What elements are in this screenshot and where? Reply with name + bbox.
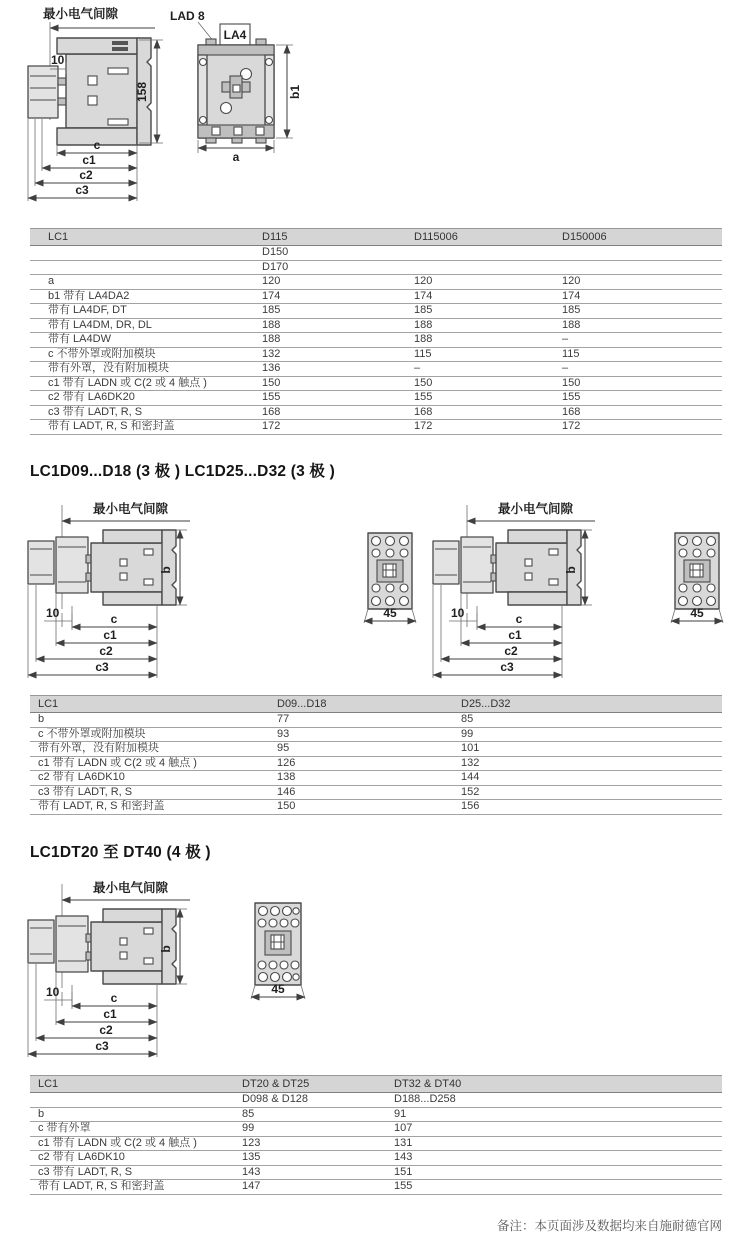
table-cell: c3 带有 LADT, R, S [30,785,273,800]
table-row [30,304,722,319]
table-cell: 115 [410,347,558,362]
table-row [30,333,722,348]
dimensions-table-d09-d32 [30,695,722,815]
4pole-dimension-diagram [0,876,750,1071]
table-cell: 99 [238,1122,390,1137]
table-cell: – [558,362,722,377]
table-cell: 168 [410,405,558,420]
table-cell: 151 [390,1165,722,1180]
column-header: DT20 & DT25 [238,1076,390,1093]
table-row [30,1107,722,1122]
table-cell: 带有 LA4DM, DR, DL [30,318,258,333]
column-header: D150006 [558,229,722,246]
dim-c-label: c [515,612,523,626]
table-cell [410,246,558,261]
table-cell: 99 [457,727,722,742]
dim-c3-label: c3 [95,660,109,674]
section-title-3pole: LC1D09...D18 (3 极 ) LC1D25...D32 (3 极 ) [30,463,335,480]
table-cell: b [30,713,273,728]
table-cell: 132 [457,756,722,771]
table-cell: b [30,1107,238,1122]
dim-c1-label: c1 [103,628,117,642]
table-cell: 150 [258,376,410,391]
table-cell: 185 [558,304,722,319]
dim-b-label: b [159,945,173,953]
table-cell: 带有外罩，没有附加模块 [30,362,258,377]
la4-label: LA4 [223,28,247,42]
dim-c3-label: c3 [500,660,514,674]
table-cell: 带有 LADT, R, S 和密封盖 [30,420,258,435]
table-cell: 188 [258,318,410,333]
table-cell: 185 [410,304,558,319]
table-row [30,289,722,304]
table-cell [30,1093,238,1108]
dim-158-label: 158 [135,81,149,103]
dim-45-label: 45 [383,606,397,620]
table-cell: 135 [238,1151,390,1166]
dim-c3-label: c3 [75,183,89,197]
dim-a-label: a [232,150,240,164]
dim-10-label: 10 [46,606,60,620]
overview-dimension-diagram [0,0,750,222]
table-cell: b1 带有 LA4DA2 [30,289,258,304]
table-cell: 188 [258,333,410,348]
dim-10-label: 10 [451,606,465,620]
table-cell: 146 [273,785,457,800]
table-row [30,1093,722,1108]
table-cell: 85 [238,1107,390,1122]
table-cell: 155 [410,391,558,406]
table-row [30,347,722,362]
column-header: D25...D32 [457,696,722,713]
table-cell: 120 [258,275,410,290]
dim-c2-label: c2 [99,1023,113,1037]
dim-10-label: 10 [46,985,60,999]
table-row [30,800,722,815]
dim-45-label: 45 [271,982,285,996]
table-cell [558,260,722,275]
table-row [30,1122,722,1137]
dim-b1-label: b1 [288,84,302,100]
table-row [30,1180,722,1195]
table-row [30,376,722,391]
table-cell: D188...D258 [390,1093,722,1108]
table-cell: 带有 LADT, R, S 和密封盖 [30,800,273,815]
table-cell: 155 [258,391,410,406]
table-cell: 155 [558,391,722,406]
section-title-4pole: LC1DT20 至 DT40 (4 极 ) [30,844,211,861]
table-cell: 131 [390,1136,722,1151]
table-row [30,727,722,742]
table-row [30,756,722,771]
column-header: DT32 & DT40 [390,1076,722,1093]
dim-b-label: b [159,566,173,574]
table-cell: 120 [410,275,558,290]
table-row [30,1151,722,1166]
dim-c3-label: c3 [95,1039,109,1053]
dim-c-label: c [110,612,118,626]
table-cell: 107 [390,1122,722,1137]
dim-c1-label: c1 [103,1007,117,1021]
dimensions-table-d115 [30,228,722,435]
min-clearance-label: 最小电气间隙 [93,881,169,895]
table-cell: 126 [273,756,457,771]
table-cell: 138 [273,771,457,786]
table-row [30,785,722,800]
min-clearance-label: 最小电气间隙 [43,7,119,21]
dim-10-label: 10 [51,53,65,67]
table-cell: 85 [457,713,722,728]
column-header: D115 [258,229,410,246]
min-clearance-label: 最小电气间隙 [93,502,169,516]
dim-45-label: 45 [690,606,704,620]
table-cell: c2 带有 LA6DK10 [30,1151,238,1166]
table-row [30,260,722,275]
dim-c2-label: c2 [504,644,518,658]
table-cell: 150 [558,376,722,391]
table-cell: 168 [558,405,722,420]
table-cell: 93 [273,727,457,742]
table-cell: D170 [258,260,410,275]
table-cell: 188 [558,318,722,333]
table-cell: 91 [390,1107,722,1122]
dimensions-table-dt20-dt40 [30,1075,722,1195]
table-cell: c 不带外罩或附加模块 [30,347,258,362]
table-cell: 带有 LADT, R, S 和密封盖 [30,1180,238,1195]
table-cell [30,260,258,275]
table-cell: 101 [457,742,722,757]
table-header-row [30,229,722,246]
table-cell: c2 带有 LA6DK20 [30,391,258,406]
table-cell: 188 [410,318,558,333]
table-cell [558,246,722,261]
table-row [30,1165,722,1180]
table-cell: 172 [410,420,558,435]
table-cell: – [410,362,558,377]
dim-c-label: c [110,991,118,1005]
dim-c-label: c [93,138,101,152]
table-cell: 136 [258,362,410,377]
table-cell: 95 [273,742,457,757]
table-row [30,1136,722,1151]
table-cell: 174 [410,289,558,304]
column-header: D115006 [410,229,558,246]
table-cell: 带有外罩，没有附加模块 [30,742,273,757]
table-cell: 143 [238,1165,390,1180]
3pole-dimension-diagram [0,497,750,693]
table-cell: 172 [258,420,410,435]
table-cell: c1 带有 LADN 或 C(2 或 4 触点 ) [30,1136,238,1151]
table-cell: c3 带有 LADT, R, S [30,1165,238,1180]
dim-b-label: b [564,566,578,574]
table-cell: 185 [258,304,410,319]
table-cell: D150 [258,246,410,261]
table-row [30,420,722,435]
table-cell: 144 [457,771,722,786]
table-row [30,362,722,377]
table-cell: c3 带有 LADT, R, S [30,405,258,420]
table-header-row [30,696,722,713]
table-cell: a [30,275,258,290]
footer-note: 备注：本页面涉及数据均来自施耐德官网 [496,1219,722,1233]
table-cell: 168 [258,405,410,420]
table-cell: 188 [410,333,558,348]
lad8-label: LAD 8 [170,9,205,23]
dim-c2-label: c2 [99,644,113,658]
table-cell: c1 带有 LADN 或 C(2 或 4 触点 ) [30,376,258,391]
table-row [30,246,722,261]
table-row [30,742,722,757]
table-cell: 143 [390,1151,722,1166]
table-cell: 120 [558,275,722,290]
table-row [30,713,722,728]
table-cell: c1 带有 LADN 或 C(2 或 4 触点 ) [30,756,273,771]
table-row [30,318,722,333]
table-cell [410,260,558,275]
table-cell: D098 & D128 [238,1093,390,1108]
table-cell: 172 [558,420,722,435]
table-cell: – [558,333,722,348]
table-header-row [30,1076,722,1093]
table-cell: 123 [238,1136,390,1151]
table-cell: c 不带外罩或附加模块 [30,727,273,742]
table-cell: 156 [457,800,722,815]
table-row [30,275,722,290]
dim-c1-label: c1 [82,153,96,167]
table-cell: 带有 LA4DF, DT [30,304,258,319]
table-row [30,405,722,420]
table-cell: 77 [273,713,457,728]
table-row [30,771,722,786]
table-cell: 150 [410,376,558,391]
table-cell: c2 带有 LA6DK10 [30,771,273,786]
table-cell: 147 [238,1180,390,1195]
table-cell: 174 [558,289,722,304]
column-header: LC1 [30,696,273,713]
table-cell: 115 [558,347,722,362]
table-row [30,391,722,406]
table-cell: 132 [258,347,410,362]
table-cell [30,246,258,261]
dim-c2-label: c2 [79,168,93,182]
dim-c1-label: c1 [508,628,522,642]
table-cell: 155 [390,1180,722,1195]
column-header: LC1 [30,229,258,246]
table-cell: 152 [457,785,722,800]
table-cell: c 带有外罩 [30,1122,238,1137]
table-cell: 150 [273,800,457,815]
table-cell: 174 [258,289,410,304]
column-header: D09...D18 [273,696,457,713]
min-clearance-label: 最小电气间隙 [498,502,574,516]
table-cell: 带有 LA4DW [30,333,258,348]
column-header: LC1 [30,1076,238,1093]
